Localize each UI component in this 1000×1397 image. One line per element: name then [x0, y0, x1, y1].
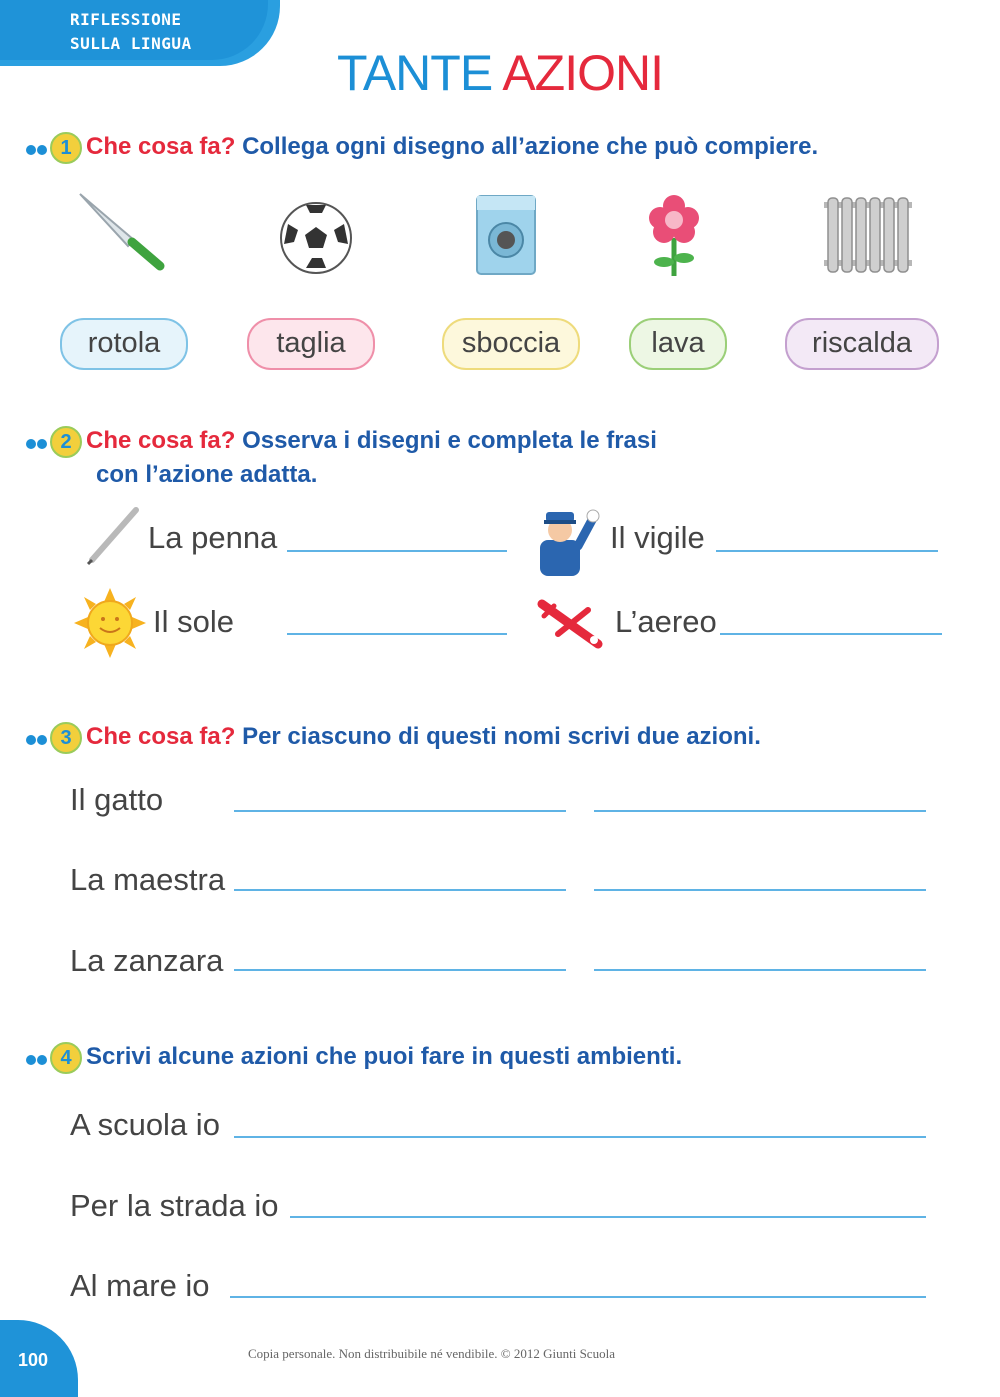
answer-line[interactable] [716, 550, 938, 552]
answer-line[interactable] [287, 550, 507, 552]
sun-icon [74, 588, 146, 658]
prompt-instruction: Scrivi alcune azioni che puoi fare in questi ambienti. [86, 1043, 683, 1070]
answer-line[interactable] [234, 889, 566, 891]
prompt-instruction: Collega ogni disegno all’azione che può compiere. [242, 133, 819, 160]
answer-line[interactable] [594, 889, 926, 891]
section-label-line2: SULLA LINGUA [70, 34, 192, 53]
answer-line[interactable] [230, 1296, 926, 1298]
prompt-instruction-cont: con l’azione adatta. [96, 461, 318, 488]
page-title [0, 44, 1000, 102]
noun-label: La zanzara [70, 943, 224, 978]
answer-line[interactable] [287, 633, 507, 635]
prompt-question: Che cosa fa? [86, 427, 236, 454]
prompt-instruction: Osserva i disegni e completa le frasi [242, 427, 657, 454]
traffic-officer-icon [530, 504, 604, 578]
place-label: Per la strada io [70, 1188, 279, 1223]
section-label-line1: RIFLESSIONE [70, 10, 182, 29]
exercise-4-heading [26, 1040, 682, 1075]
soccer-ball-icon [276, 200, 356, 280]
sentence-start: Il vigile [610, 520, 705, 555]
exercise-number: 3 [50, 722, 82, 754]
dots-icon [26, 425, 48, 459]
prompt-question: Che cosa fa? [86, 133, 236, 160]
pen-icon [82, 506, 142, 566]
word-pill[interactable]: sboccia [442, 318, 580, 370]
exercise-1-heading [26, 130, 818, 165]
prompt-question: Che cosa fa? [86, 723, 236, 750]
exercise-number: 4 [50, 1042, 82, 1074]
exercise-2-heading [26, 424, 657, 459]
dots-icon [26, 131, 48, 165]
exercise-3-heading [26, 720, 761, 755]
prompt-instruction: Per ciascuno di questi nomi scrivi due azioni. [242, 723, 761, 750]
answer-line[interactable] [234, 1136, 926, 1138]
radiator-icon [822, 196, 914, 276]
sentence-start: La penna [148, 520, 278, 555]
word-pill[interactable]: riscalda [785, 318, 939, 370]
dots-icon [26, 721, 48, 755]
washing-machine-icon [474, 194, 538, 278]
flower-icon [644, 192, 704, 282]
exercise-number: 1 [50, 132, 82, 164]
answer-line[interactable] [594, 969, 926, 971]
word-pill[interactable]: lava [629, 318, 727, 370]
sentence-start: L’aereo [615, 604, 717, 639]
copyright-note: Copia personale. Non distribuibile né vendibile. © 2012 Giunti Scuola [248, 1346, 615, 1361]
word-pill[interactable]: rotola [60, 318, 188, 370]
sentence-start: Il sole [153, 604, 234, 639]
answer-line[interactable] [234, 810, 566, 812]
noun-label: La maestra [70, 862, 226, 897]
answer-line[interactable] [720, 633, 942, 635]
answer-line[interactable] [594, 810, 926, 812]
title-part2: AZIONI [502, 45, 663, 101]
page-number: 100 [18, 1350, 49, 1370]
place-label: A scuola io [70, 1107, 220, 1142]
word-pill[interactable]: taglia [247, 318, 375, 370]
dots-icon [26, 1041, 48, 1075]
noun-label: Il gatto [70, 782, 164, 817]
answer-line[interactable] [234, 969, 566, 971]
title-part1: TANTE [336, 45, 493, 101]
place-label: Al mare io [70, 1268, 210, 1303]
answer-line[interactable] [290, 1216, 926, 1218]
knife-icon [72, 188, 172, 278]
exercise-number: 2 [50, 426, 82, 458]
airplane-icon [536, 594, 606, 654]
